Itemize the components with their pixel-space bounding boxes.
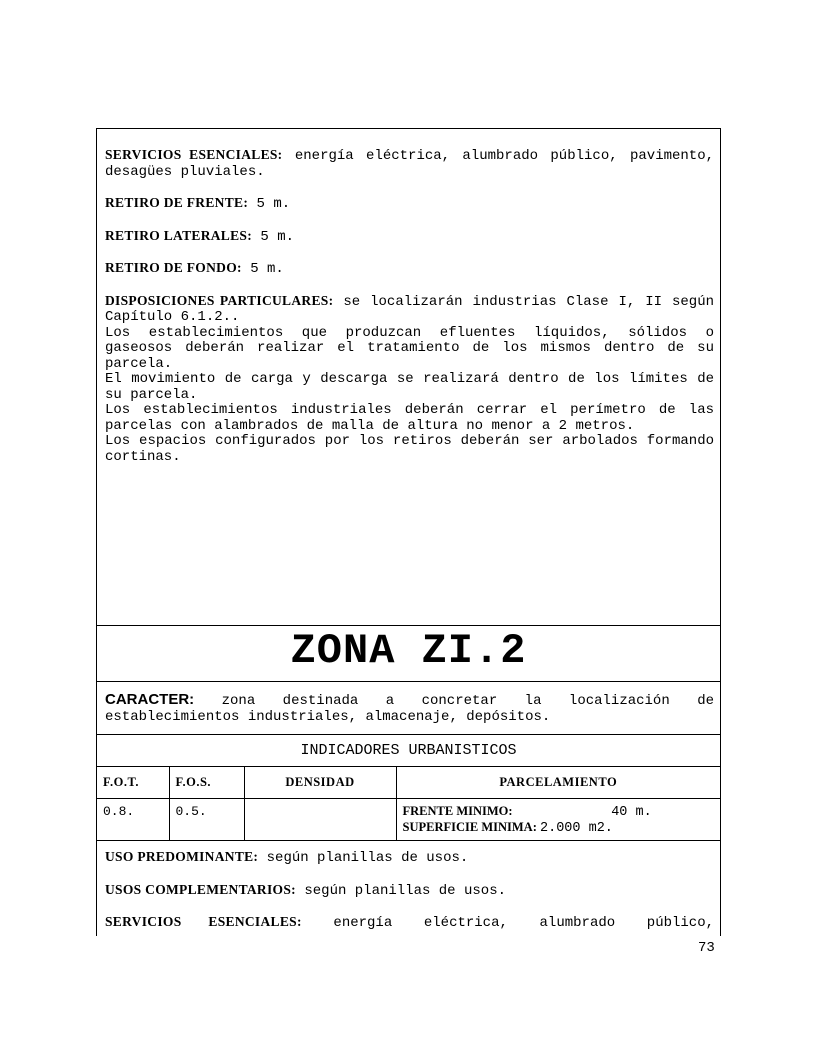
frente-minimo-label: FRENTE MINIMO: — [402, 803, 513, 818]
retiro-laterales-value: 5 m. — [260, 228, 295, 245]
disposiciones-text: se localizarán industrias Clase I, II según Capítulo 6.1.2.. — [105, 293, 715, 325]
perimetro-paragraph: Los establecimientos industriales deberán cerrar el perímetro de las parcelas con alambrados de malla de altura no menor a 2 metros. — [105, 402, 714, 434]
usos-section — [97, 841, 720, 932]
usos-complementarios-label: USOS COMPLEMENTARIOS: — [105, 881, 296, 897]
header-parcelamiento: PARCELAMIENTO — [396, 767, 720, 798]
cell-fot: 0.8. — [97, 798, 169, 840]
header-fos: F.O.S. — [169, 767, 244, 798]
retiro-fondo — [105, 260, 714, 278]
retiro-frente-value: 5 m. — [256, 196, 291, 212]
efluentes-paragraph: Los establecimientos que produzcan efluentes líquidos, sólidos o gaseosos deberán realizar el tratamiento de los mismos dentro de su parcela. — [105, 324, 714, 372]
table-row — [97, 798, 720, 840]
uso-predominante-label: USO PREDOMINANTE: — [105, 849, 259, 864]
indicadores-table — [97, 767, 720, 841]
caracter-paragraph — [105, 692, 714, 725]
uso-predominante-text: según planillas de usos. — [266, 850, 469, 866]
servicios-text: energía eléctrica, alumbrado público, pavimento, desagües pluviales. — [105, 148, 714, 180]
retiro-fondo-value: 5 m. — [250, 261, 284, 277]
table-header-row — [97, 767, 720, 798]
uso-predominante — [105, 849, 714, 867]
servicios-esenciales — [105, 147, 714, 180]
zone-title: ZONA ZI.2 — [290, 627, 527, 675]
carga-paragraph: El movimiento de carga y descarga se realizará dentro de los límites de su parcela. — [105, 371, 714, 403]
indicadores-title: INDICADORES URBANISTICOS — [300, 742, 517, 759]
caracter-section — [97, 682, 720, 735]
usos-complementarios — [105, 882, 714, 900]
servicios-label: SERVICIOS ESENCIALES: — [105, 147, 283, 162]
superficie-minima-line — [403, 820, 717, 836]
frente-minimo-value: 40 m. — [611, 804, 652, 820]
servicios-text-2: energía eléctrica, alumbrado público, — [333, 915, 715, 931]
page-number: 73 — [698, 940, 715, 956]
document-frame — [96, 128, 721, 936]
header-densidad: DENSIDAD — [244, 767, 396, 798]
caracter-label: CARACTER: — [105, 691, 195, 708]
superficie-minima-value: 2.000 m2. — [540, 820, 613, 836]
zone-title-section — [97, 626, 720, 682]
retiro-frente-label: RETIRO DE FRENTE: — [105, 195, 249, 210]
usos-complementarios-text: según planillas de usos. — [304, 882, 506, 899]
disposiciones-particulares — [105, 293, 714, 326]
caracter-text: zona destinada a concretar la localización de establecimientos industriales, almacenaje, depósitos. — [105, 693, 714, 725]
retiro-fondo-label: RETIRO DE FONDO: — [105, 260, 242, 275]
frente-minimo-line — [403, 804, 717, 820]
retiro-laterales-label: RETIRO LATERALES: — [105, 227, 253, 243]
servicios-esenciales-2 — [105, 914, 714, 932]
cell-parcelamiento — [396, 798, 720, 840]
superficie-minima-label: SUPERFICIE MINIMA: — [402, 819, 537, 834]
espacios-paragraph: Los espacios configurados por los retiros deberán ser arbolados formando cortinas. — [105, 433, 714, 465]
retiro-laterales — [105, 228, 714, 246]
servicios-label-2: SERVICIOS ESENCIALES: — [105, 914, 302, 929]
zone-zi1-details — [97, 129, 720, 626]
cell-fos: 0.5. — [169, 798, 244, 840]
retiro-frente — [105, 195, 714, 213]
indicadores-header — [97, 735, 720, 767]
cell-densidad — [244, 798, 396, 840]
header-fot: F.O.T. — [97, 767, 169, 798]
disposiciones-label: DISPOSICIONES PARTICULARES: — [105, 292, 334, 308]
